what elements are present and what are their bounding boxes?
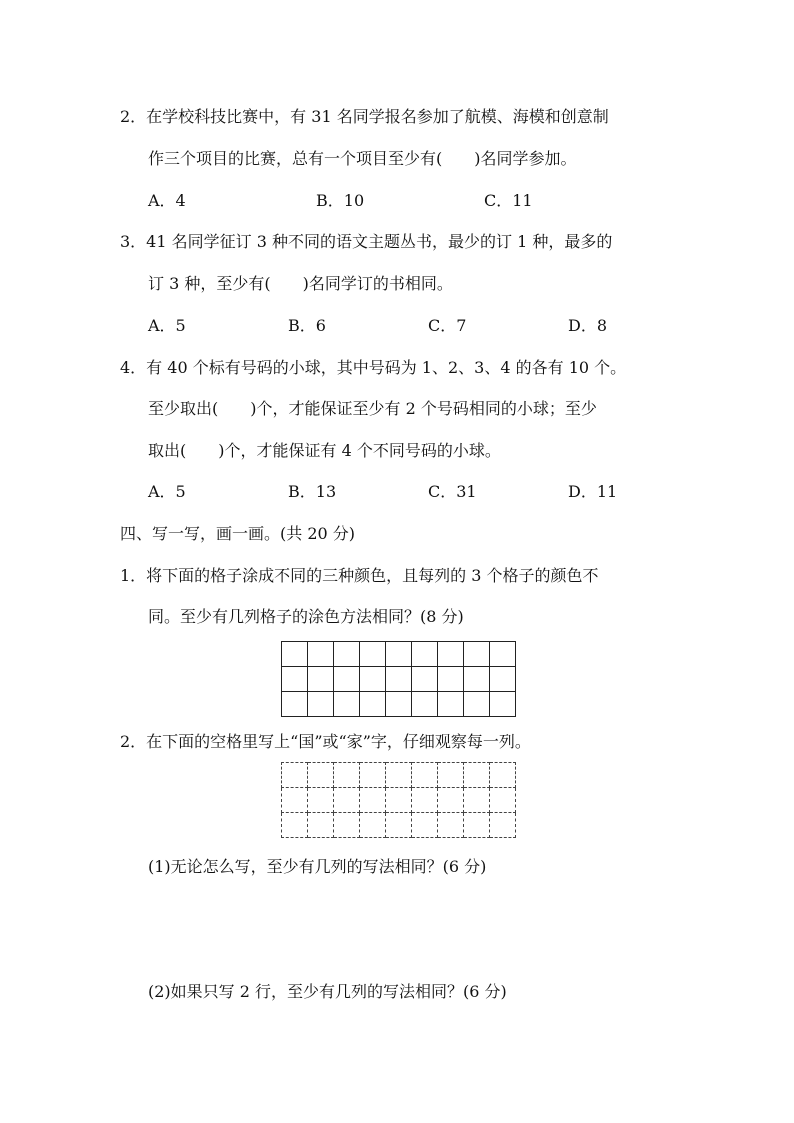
grid-cell[interactable] [438,692,464,717]
grid-cell[interactable] [282,667,308,692]
grid-cell[interactable] [360,667,386,692]
problem-2-sub-1: (1)无论怎么写，至少有几列的写法相同？(6 分) [148,857,487,876]
grid-cell[interactable] [412,788,438,813]
grid-row [282,788,516,813]
question-3-option-b: B．6 [288,316,326,335]
grid-cell[interactable] [490,788,516,813]
grid-cell[interactable] [412,692,438,717]
question-4-line-1: 4．有 40 个标有号码的小球，其中号码为 1、2、3、4 的各有 10 个。 [120,358,627,377]
question-4-line-3: 取出( )个，才能保证有 4 个不同号码的小球。 [148,441,501,460]
question-4-option-d: D．11 [568,482,618,501]
grid-cell[interactable] [308,642,334,667]
question-3-option-a: A．5 [148,316,186,335]
grid-cell[interactable] [438,813,464,838]
grid-row [282,692,516,717]
question-4-line-2: 至少取出( )个，才能保证至少有 2 个号码相同的小球；至少 [148,399,597,418]
question-2-line-2: 作三个项目的比赛，总有一个项目至少有( )名同学参加。 [148,149,577,168]
grid-cell[interactable] [282,763,308,788]
question-2-line-1: 2．在学校科技比赛中，有 31 名同学报名参加了航模、海模和创意制 [120,107,609,126]
grid-cell[interactable] [464,813,490,838]
grid-cell[interactable] [490,813,516,838]
question-3-option-d: D．8 [568,316,608,335]
question-2-option-a: A．4 [148,191,186,210]
grid-row [282,813,516,838]
grid-cell[interactable] [438,788,464,813]
grid-cell[interactable] [282,813,308,838]
grid-cell[interactable] [360,788,386,813]
grid-cell[interactable] [438,642,464,667]
grid-row [282,667,516,692]
grid-cell[interactable] [386,642,412,667]
question-3-line-2: 订 3 种，至少有( )名同学订的书相同。 [148,274,453,293]
grid-cell[interactable] [386,788,412,813]
grid-cell[interactable] [308,763,334,788]
grid-cell[interactable] [438,763,464,788]
question-4-option-b: B．13 [288,482,337,501]
problem-1-line-2: 同。至少有几列格子的涂色方法相同？(8 分) [148,607,464,626]
grid-cell[interactable] [308,692,334,717]
question-3-line-1: 3．41 名同学征订 3 种不同的语文主题丛书，最少的订 1 种，最多的 [120,232,613,251]
grid-cell[interactable] [386,692,412,717]
question-4-option-a: A．5 [148,482,186,501]
writing-grid[interactable] [281,762,516,838]
grid-cell[interactable] [386,813,412,838]
problem-2-sub-2: (2)如果只写 2 行，至少有几列的写法相同？(6 分) [148,982,507,1001]
grid-cell[interactable] [334,813,360,838]
grid-cell[interactable] [334,692,360,717]
grid-cell[interactable] [490,642,516,667]
grid-cell[interactable] [490,667,516,692]
grid-cell[interactable] [360,763,386,788]
question-3-option-c: C．7 [428,316,467,335]
grid-cell[interactable] [464,692,490,717]
grid-cell[interactable] [308,788,334,813]
grid-cell[interactable] [334,763,360,788]
problem-2-line-1: 2．在下面的空格里写上“国”或“家”字，仔细观察每一列。 [120,732,531,751]
grid-cell[interactable] [464,642,490,667]
grid-cell[interactable] [412,642,438,667]
grid-cell[interactable] [308,667,334,692]
grid-cell[interactable] [438,667,464,692]
grid-cell[interactable] [334,788,360,813]
grid-cell[interactable] [360,813,386,838]
grid-cell[interactable] [282,788,308,813]
grid-cell[interactable] [412,667,438,692]
grid-cell[interactable] [360,642,386,667]
coloring-grid[interactable] [281,641,516,717]
grid-cell[interactable] [282,642,308,667]
grid-cell[interactable] [490,763,516,788]
grid-row [282,763,516,788]
grid-cell[interactable] [464,788,490,813]
grid-cell[interactable] [360,692,386,717]
grid-cell[interactable] [386,667,412,692]
grid-cell[interactable] [334,667,360,692]
grid-cell[interactable] [308,813,334,838]
grid-cell[interactable] [412,763,438,788]
grid-cell[interactable] [490,692,516,717]
grid-cell[interactable] [412,813,438,838]
grid-row [282,642,516,667]
grid-cell[interactable] [464,763,490,788]
grid-cell[interactable] [464,667,490,692]
grid-cell[interactable] [334,642,360,667]
grid-cell[interactable] [386,763,412,788]
question-4-option-c: C．31 [428,482,477,501]
question-2-option-b: B．10 [316,191,365,210]
question-2-option-c: C．11 [484,191,533,210]
problem-1-line-1: 1．将下面的格子涂成不同的三种颜色，且每列的 3 个格子的颜色不 [120,566,599,585]
section-4-heading: 四、写一写，画一画。(共 20 分) [120,524,356,543]
grid-cell[interactable] [282,692,308,717]
